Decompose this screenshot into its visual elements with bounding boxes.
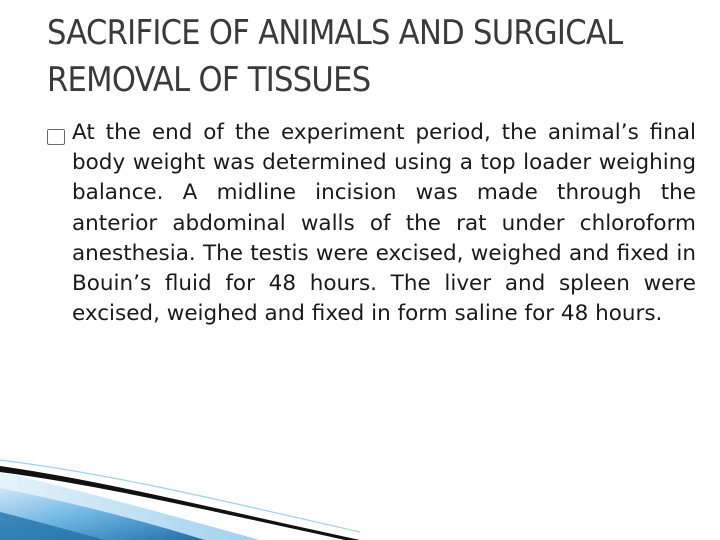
corner-wave-decoration [0, 420, 360, 540]
slide-title: SACRIFICE OF ANIMALS AND SURGICAL REMOVAL OF TISSUES [47, 13, 623, 100]
square-bullet-icon [47, 129, 65, 145]
bullet-text: At the end of the experiment period, the animal’s final body weight was determined using a top loader weighing balance. A midline incision was made through the anterior abdominal walls of the rat under chloroform anesthesia. The testis were excised, weighed and fixed in Bouin’s fluid for 48 hours. The liver and spleen were excised, weighed and fixed in form saline for 48 hours. [72, 120, 696, 327]
